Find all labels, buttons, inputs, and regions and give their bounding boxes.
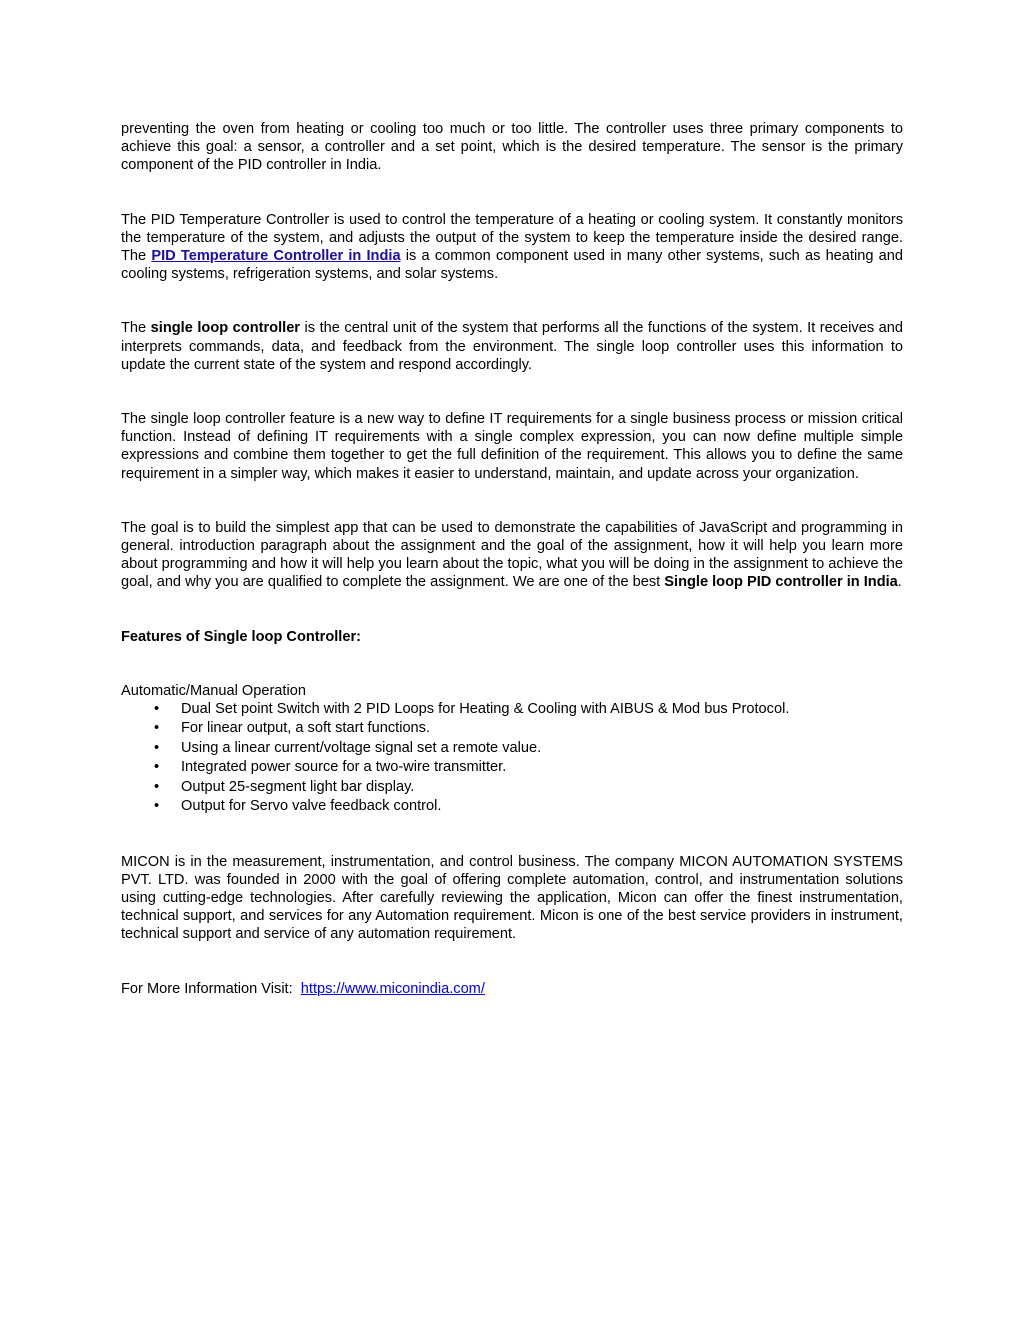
list-item-text: For linear output, a soft start functions. [181,720,431,737]
features-heading [121,628,903,646]
features-list [121,700,903,816]
pid-temperature-paragraph [121,211,903,284]
bullet-icon: • [154,701,160,718]
single-loop-text-after: is the central unit of the system that performs all the functions of the system. It receives and interprets commands, data, and feedback from the environment. The single loop controller uses this information to update the current state of the system and respond accordingly. [121,320,903,373]
feature-definition-paragraph: The single loop controller feature is a new way to define IT requirements for a single business process or mission critical function. Instead of defining IT requirements with a single complex expression, you can now define multiple simple expressions and combine them together to get the full definition of the requirement. This allows you to define the same requirement in a simpler way, which makes it easier to understand, maintain, and update across your organization. [121,411,903,482]
goal-bold-term: Single loop PID controller in India [664,574,898,591]
list-item [121,700,903,719]
list-item [121,778,903,797]
list-item-text: Output 25-segment light bar display. [181,778,415,795]
list-item-text: Using a linear current/voltage signal set a remote value. [181,739,542,756]
single-loop-bold-term: single loop controller [150,320,300,337]
more-info-line [121,980,903,998]
bullet-icon: • [154,720,160,737]
more-info-label: For More Information Visit: [121,980,293,997]
bullet-icon: • [154,798,160,815]
bullet-icon: • [154,778,160,795]
pid-temperature-text-before: The PID Temperature Controller is used to control the temperature of a heating or cooling system. It constantly monitors the temperature of the system, and adjusts the output of the system to keep the temperature inside the desired range. The [121,211,903,265]
bullet-icon: • [154,739,160,756]
goal-text-after: . [897,574,902,591]
list-item [121,797,903,816]
intro-paragraph: preventing the oven from heating or cooling too much or too little. The controller uses three primary components to achieve this goal: a sensor, a controller and a set point, which is the desired temperature. The sensor is the primary component of the PID controller in India. [121,121,903,174]
single-loop-paragraph [121,319,903,374]
pid-temperature-controller-link[interactable]: PID Temperature Controller in India [151,248,401,265]
single-loop-text-before: The [121,320,151,337]
goal-text-before: The goal is to build the simplest app that can be used to demonstrate the capabilities of JavaScript and programming in general. introduction paragraph about the assignment and the goal of the assignment, how it will help you learn more about programming and how it will help you learn about the topic, what you will be doing in the assignment to achieve the goal, and why you are qualified to complete the assignment. We are one of the best [121,519,903,591]
list-item [121,719,903,738]
list-item-text: Integrated power source for a two-wire transmitter. [181,759,507,776]
list-item [121,739,903,758]
pid-temperature-text-after: is a common component used in many other systems, such as heating and cooling systems, refrigeration systems, and solar systems. [121,248,903,283]
list-item-text: Dual Set point Switch with 2 PID Loops for Heating & Cooling with AIBUS & Mod bus Protocol. [181,701,790,718]
company-paragraph: MICON is in the measurement, instrumentation, and control business. The company MICON AUTOMATION SYSTEMS PVT. LTD. was founded in 2000 with the goal of offering complete automation, control, and instrumentation solutions using cutting-edge technologies. After carefully reviewing the application, Micon can offer the finest instrumentation, technical support, and services for any Automation requirement. Micon is one of the best service providers in instrument, technical support and service of any automation requirement. [121,853,903,943]
features-intro: Automatic/Manual Operation [121,682,306,699]
document-page [121,120,903,998]
bullet-icon: • [154,759,160,776]
features-heading-text: Features of Single loop Controller: [121,628,361,645]
website-link[interactable]: https://www.miconindia.com/ [300,980,485,997]
goal-paragraph [121,519,903,592]
list-item [121,758,903,777]
list-item-text: Output for Servo valve feedback control. [181,798,442,815]
